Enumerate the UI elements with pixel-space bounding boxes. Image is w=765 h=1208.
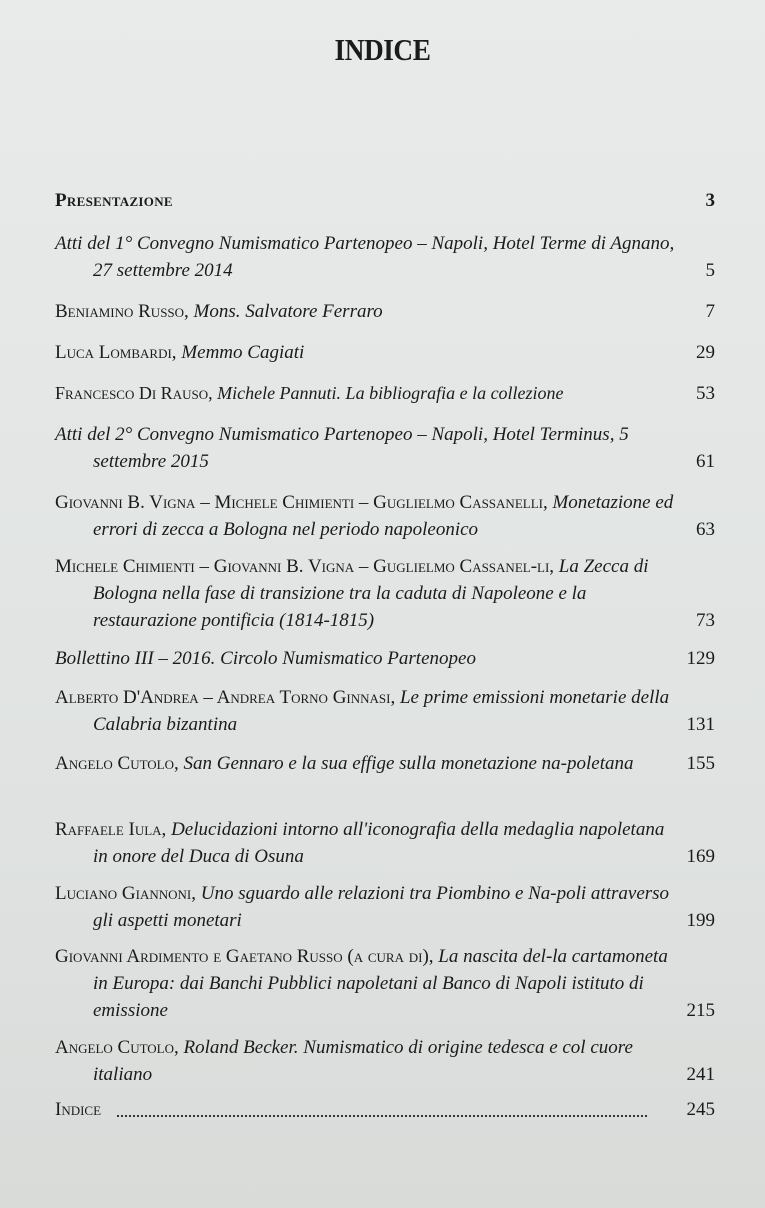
entry-page: 129 [686, 648, 715, 669]
toc-entry [55, 339, 715, 366]
entry-title: Uno sguardo alle relazioni tra Piombino e Na-poli attraverso gli aspetti monetari [93, 883, 670, 931]
entry-author: Michele Chimienti – Giovanni B. Vigna – Guglielmo Cassanel-li, [55, 556, 559, 577]
entry-page: 61 [696, 451, 715, 472]
entry-author: Angelo Cutolo, [55, 753, 184, 774]
entry-title: Monetazione ed errori di zecca a Bologna nel periodo napoleonico [93, 492, 674, 540]
toc-entry [55, 880, 715, 934]
entry-title: Roland Becker. Numismatico di origine tedesca e col cuore italiano [93, 1037, 633, 1085]
entry-page: 53 [696, 383, 715, 404]
entry-author: Luciano Giannoni, [55, 883, 201, 904]
entry-title: Delucidazioni intorno all'iconografia della medaglia napoletana in onore del Duca di Osuna [93, 819, 665, 867]
entry-author: Francesco Di Rauso, [55, 383, 218, 403]
entry-title: La Zecca di Bologna nella fase di transizione tra la caduta di Napoleone e la restaurazione pontificia (1814-1815) [93, 556, 649, 631]
toc-entry [55, 645, 715, 672]
toc-entry [55, 298, 715, 325]
entry-title: La nascita del-la cartamoneta in Europa: dai Banchi Pubblici napoletani al Banco di Napoli istituto di emissione [93, 946, 668, 1021]
toc-entry [55, 187, 715, 214]
entry-title: Mons. Salvatore Ferraro [193, 301, 383, 322]
entry-page: 63 [696, 519, 715, 540]
entry-title: Atti del 1° Convegno Numismatico Partenopeo – Napoli, Hotel Terme di Agnano, 27 settembre 2014 [55, 233, 675, 281]
entry-author: Beniamino Russo, [55, 301, 194, 322]
entry-title: Memmo Cagiati [181, 342, 305, 363]
toc-entry [55, 380, 715, 407]
entry-author: Giovanni B. Vigna – Michele Chimienti – Guglielmo Cassanelli, [55, 492, 553, 513]
entry-title: San Gennaro e la sua effige sulla monetazione na-poletana [183, 753, 634, 774]
entry-page: 245 [686, 1099, 715, 1120]
entry-page: 155 [686, 753, 715, 774]
entry-page: 169 [686, 846, 715, 867]
entry-page: 215 [686, 1000, 715, 1021]
dot-leader [117, 1105, 647, 1117]
entry-page: 7 [705, 301, 715, 322]
toc-entry [55, 489, 715, 543]
toc-entry [55, 816, 715, 870]
toc-entry [55, 943, 715, 1024]
toc-entry [55, 230, 715, 284]
entry-page: 199 [686, 910, 715, 931]
entry-page: 5 [705, 260, 715, 281]
entry-author: Luca Lombardi, [55, 342, 182, 363]
entry-page: 131 [686, 714, 715, 735]
entry-title: Atti del 2° Convegno Numismatico Partenopeo – Napoli, Hotel Terminus, 5 settembre 2015 [55, 424, 629, 472]
toc-entry [55, 684, 715, 738]
entry-page: 29 [696, 342, 715, 363]
toc-entry [55, 421, 715, 475]
entry-title: Michele Pannuti. La bibliografia e la collezione [217, 383, 564, 403]
entry-title: Le prime emissioni monetarie della Calabria bizantina [93, 687, 670, 735]
entry-label: Presentazione [55, 190, 173, 211]
entry-page: 3 [705, 190, 715, 211]
page-title: INDICE [334, 32, 431, 67]
entry-author: Alberto D'Andrea – Andrea Torno Ginnasi, [55, 687, 400, 708]
entry-author: Angelo Cutolo, [55, 1037, 184, 1058]
entry-page: 73 [696, 610, 715, 631]
entry-page: 241 [686, 1064, 715, 1085]
toc-entry [55, 1034, 715, 1088]
toc-entry [55, 553, 715, 634]
entry-author: Giovanni Ardimento e Gaetano Russo (a cura di), [55, 946, 439, 967]
toc-entry [55, 750, 715, 777]
entry-author: Raffaele Iula, [55, 819, 172, 840]
entry-label: Indice [55, 1099, 102, 1120]
entry-title: Bollettino III – 2016. Circolo Numismatico Partenopeo [55, 648, 476, 669]
